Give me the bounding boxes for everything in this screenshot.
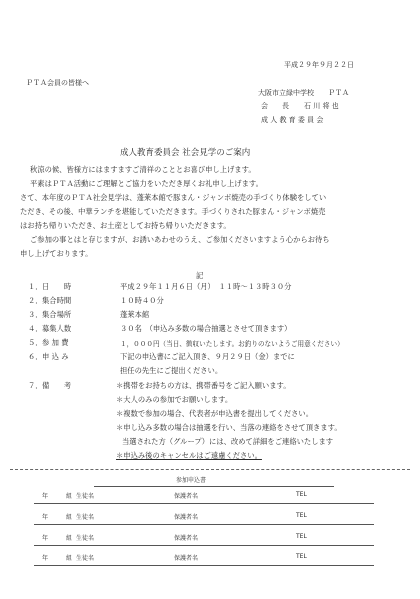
body-line: 秋涼の候、皆様方にはますますご清祥のこととお喜び申し上げます。 xyxy=(30,165,256,174)
detail-value: 下記の申込書にご記入頂き、９月２９日（金）までに xyxy=(120,352,295,361)
detail-row-apply xyxy=(28,352,112,362)
note-line-cancel: ＊申込み後のキャンセルはご遠慮ください。 xyxy=(116,451,262,460)
issue-date: 平成２９年９月２２日 xyxy=(284,61,354,69)
form-tel: TEL xyxy=(296,533,307,540)
body-line: さて、本年度のＰＴＡ社会見学は、蓬莱本館で豚まん・ジャンボ焼売の手づくり体験をしてい xyxy=(20,193,327,202)
detail-label: 募集人数 xyxy=(42,324,72,333)
sender-school: 大阪市立緑中学校 ＰＴＡ xyxy=(258,89,349,97)
detail-value: 蓬莱本館 xyxy=(120,310,150,319)
detail-row-fee xyxy=(28,338,112,348)
body-line: 申し上げております。 xyxy=(20,249,93,258)
body-line: はお持ち帰りいただき、お土産としてお持ち帰りいただきます。 xyxy=(20,221,231,230)
form-grade: 年 xyxy=(42,555,49,562)
detail-row-meet-place xyxy=(28,310,112,320)
detail-label: 参 加 費 xyxy=(42,338,69,347)
form-class: 組 xyxy=(66,555,73,562)
note-line: ＊大人のみの参加でお願いします。 xyxy=(116,395,233,404)
form-tel: TEL xyxy=(296,512,307,519)
form-row-line xyxy=(34,545,374,546)
detail-label: 集合時間 xyxy=(42,296,72,305)
detail-value: １０時４０分 xyxy=(120,296,164,305)
sender-committee: 成 人 教 育 委 員 会 xyxy=(261,116,324,124)
note-line: ＊複数で参加の場合、代表者が申込書を提出してください。 xyxy=(116,409,314,418)
detail-value-cont: 担任の先生にご提出ください。 xyxy=(120,366,223,375)
cut-line xyxy=(10,469,410,470)
detail-number: ６． xyxy=(28,352,43,361)
detail-value: 平成２９年１１月６日（月） １１時～１３時３０分 xyxy=(120,282,292,291)
form-guardian: 保護者名 xyxy=(174,493,199,500)
detail-number: ２． xyxy=(28,296,43,305)
body-line: ただき、その後、中華ランチを堪能していただきます。手づくりされた豚まん・ジャンボ焼売 xyxy=(20,207,326,216)
body-line: ご参加の事とはと存じますが、お誘いあわせのうえ、ご参加くださいますよう心からお待ち xyxy=(30,235,330,244)
form-guardian: 保護者名 xyxy=(174,514,199,521)
detail-number: ３． xyxy=(28,310,43,319)
recipient: ＰＴＡ会員の皆様へ xyxy=(26,79,89,87)
form-student: 生徒名 xyxy=(76,493,95,500)
detail-number: ７． xyxy=(28,381,43,390)
form-row-line xyxy=(34,565,374,566)
detail-label: 備 考 xyxy=(42,381,72,390)
form-student: 生徒名 xyxy=(76,555,95,562)
body-line: 平素はＰＴＡ活動にご理解とご協力をいただき厚くお礼申し上げます。 xyxy=(30,179,263,188)
form-student: 生徒名 xyxy=(76,535,95,542)
ki-marker: 記 xyxy=(196,271,204,280)
form-grade: 年 xyxy=(42,535,49,542)
detail-value: １，０００円（当日、徴収いたします。お釣りのないようご用意ください） xyxy=(120,340,344,348)
form-student: 生徒名 xyxy=(76,514,95,521)
detail-number: ４． xyxy=(28,324,43,333)
form-title-rule xyxy=(94,486,334,487)
detail-row-notes xyxy=(28,381,112,391)
detail-row-capacity xyxy=(28,324,112,334)
note-line: ＊携帯をお持ちの方は、携帯番号をご記入願います。 xyxy=(116,381,291,390)
form-class: 組 xyxy=(66,514,73,521)
form-class: 組 xyxy=(66,493,73,500)
form-row-line xyxy=(34,524,374,525)
detail-number: ５． xyxy=(28,338,43,347)
note-line: 当選された方（グループ）には、改めて詳細をご連絡いたします xyxy=(122,437,334,446)
form-title: 参加申込書 xyxy=(176,477,207,484)
detail-label: 日 時 xyxy=(42,282,72,291)
detail-number: １． xyxy=(28,282,43,291)
form-class: 組 xyxy=(66,535,73,542)
form-guardian: 保護者名 xyxy=(174,535,199,542)
detail-label: 集合場所 xyxy=(42,310,72,319)
note-line: ＊申し込み多数の場合は抽選を行い、当落の連絡をさせて頂きます。 xyxy=(116,423,342,432)
detail-value: ３０名 （申込み多数の場合抽選とさせて頂きます） xyxy=(120,324,292,333)
sender-head-title: 会 長 xyxy=(261,102,289,110)
detail-row-date xyxy=(28,282,112,292)
form-grade: 年 xyxy=(42,514,49,521)
form-row-line xyxy=(34,503,374,504)
detail-row-meet-time xyxy=(28,296,112,306)
form-tel: TEL xyxy=(296,491,307,498)
form-grade: 年 xyxy=(42,493,49,500)
detail-label: 申 込 み xyxy=(42,352,69,361)
sender-head-name: 石 川 将 也 xyxy=(304,102,339,110)
form-tel: TEL xyxy=(296,553,307,560)
document-title: 成人教育委員会 社会見学のご案内 xyxy=(120,148,251,158)
form-guardian: 保護者名 xyxy=(174,555,199,562)
